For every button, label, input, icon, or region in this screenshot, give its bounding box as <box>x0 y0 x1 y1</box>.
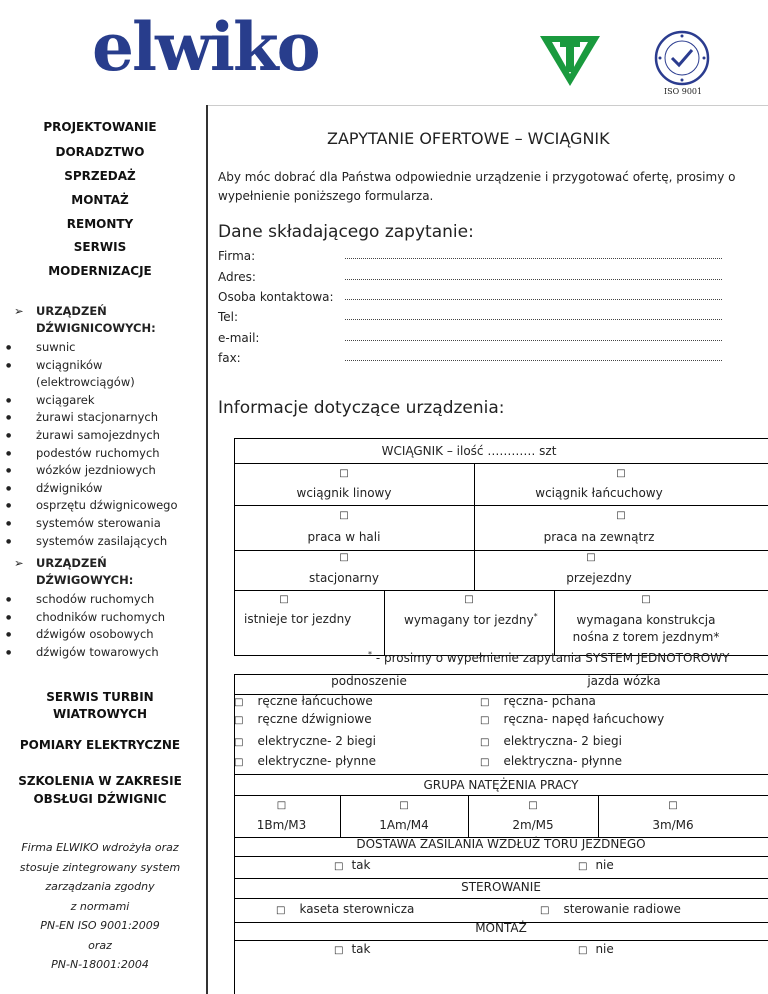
checkbox-construction[interactable]: □ <box>641 594 651 605</box>
list-item: ● wciągarek <box>14 392 204 410</box>
label-duty-m6: 3m/M6 <box>652 818 694 832</box>
label-rope: wciągnik linowy <box>296 486 392 500</box>
checkbox-rope[interactable]: □ <box>339 468 349 479</box>
checkbox-track-exists[interactable]: □ <box>279 594 289 605</box>
label-duty-m5: 2m/M5 <box>512 818 554 832</box>
option-lift-3[interactable] <box>234 734 376 748</box>
label-indoor: praca w hali <box>307 530 381 544</box>
extra-szkolenia <box>0 772 200 808</box>
extra-line: SZKOLENIA W ZAKRESIE <box>18 774 182 788</box>
field-label: Tel: <box>218 310 239 324</box>
field-label: fax: <box>218 351 241 365</box>
checkbox-duty-m4[interactable]: □ <box>399 800 409 811</box>
note-line: PN-N-18001:2004 <box>51 958 149 971</box>
section-heading <box>14 555 204 589</box>
elwiko-logo: elwiko <box>92 8 319 86</box>
certification-note <box>10 838 190 975</box>
option-label: nie <box>595 858 614 872</box>
device-form <box>234 438 768 994</box>
option-label: ręczne łańcuchowe <box>257 694 373 708</box>
section-title-line2: DŹWIGOWYCH: <box>36 573 134 587</box>
note-line: PN-EN ISO 9001:2009 <box>40 919 160 932</box>
label-lifting: podnoszenie <box>331 674 407 688</box>
section-heading <box>14 303 204 337</box>
option-label: elektryczne- 2 biegi <box>257 734 377 748</box>
list-item: ● żurawi stacjonarnych <box>14 409 204 427</box>
checkbox[interactable]: □ <box>480 715 490 726</box>
checkbox[interactable]: □ <box>540 905 550 916</box>
option-label: tak <box>351 942 371 956</box>
field-label: Osoba kontaktowa: <box>218 290 334 304</box>
note-text: - prosimy o wypełnienie zapytania SYSTEM JEDNOTOROWY <box>372 651 730 665</box>
list-item: ● wciągników (elektrowciągów) <box>14 357 204 392</box>
option-label: sterowanie radiowe <box>563 902 681 916</box>
option-lift-1[interactable] <box>234 694 373 708</box>
option-label: elektryczne- płynne <box>257 754 376 768</box>
service-remonty: REMONTY <box>66 217 134 231</box>
service-sprzedaz: SPRZEDAŻ <box>64 169 136 183</box>
certification-seal-icon <box>654 30 710 86</box>
option-pendant[interactable] <box>276 902 414 916</box>
service-montaz: MONTAŻ <box>71 193 129 207</box>
label-track-exists: istnieje tor jezdny <box>244 612 352 626</box>
arrow-bullet-icon: ➢ <box>14 556 24 570</box>
service-modernizacje: MODERNIZACJE <box>48 264 152 278</box>
checkbox-track-required[interactable]: □ <box>464 594 474 605</box>
checkbox-chain[interactable]: □ <box>616 468 626 479</box>
checkbox[interactable]: □ <box>334 945 344 956</box>
list-item: ● osprzętu dźwignicowego <box>14 497 204 515</box>
service-doradztwo: DORADZTWO <box>55 145 145 159</box>
note-line: stosuje zintegrowany system <box>19 860 181 874</box>
section-device-heading: Informacje dotyczące urządzenia: <box>218 398 505 418</box>
checkbox[interactable]: □ <box>480 697 490 708</box>
field-dotted-line[interactable] <box>345 318 722 320</box>
field-dotted-line[interactable] <box>345 339 722 341</box>
section-applicant-heading: Dane składającego zapytanie: <box>218 222 474 242</box>
note-line: Firma ELWIKO wdrożyła oraz <box>21 841 179 854</box>
checkbox-traveling[interactable]: □ <box>586 552 596 563</box>
sidebar-section-dzwigi <box>14 555 204 661</box>
checkbox[interactable]: □ <box>234 715 244 726</box>
footnote-note <box>368 650 729 665</box>
checkbox-duty-m3[interactable]: □ <box>276 800 287 811</box>
checkbox[interactable]: □ <box>480 757 490 768</box>
option-label: ręczne dźwigniowe <box>257 712 372 726</box>
checkbox[interactable]: □ <box>276 905 286 916</box>
field-label: e-mail: <box>218 331 260 345</box>
sidebar-section-dzwignice <box>14 303 204 550</box>
list-item: ● dźwigów osobowych <box>14 626 204 644</box>
label-track-required <box>404 612 538 627</box>
extra-line: SERWIS TURBIN <box>46 690 154 704</box>
option-power-yes[interactable] <box>334 858 370 872</box>
note-line: z normami <box>70 899 130 913</box>
checkbox[interactable]: □ <box>234 737 244 748</box>
option-label: nie <box>595 942 614 956</box>
option-trolley-3[interactable] <box>480 734 622 748</box>
checkbox[interactable]: □ <box>334 861 344 872</box>
arrow-bullet-icon: ➢ <box>14 304 24 318</box>
label-chain: wciągnik łańcuchowy <box>535 486 663 500</box>
option-label: ręczna- napęd łańcuchowy <box>503 712 665 726</box>
label-trolley: jazda wózka <box>587 674 661 688</box>
option-lift-2[interactable] <box>234 712 372 726</box>
section-title-line2: DŹWIGNICOWYCH: <box>36 321 156 335</box>
mounting-heading: MONTAŻ <box>475 921 527 935</box>
option-label: elektryczna- płynne <box>503 754 622 768</box>
field-dotted-line[interactable] <box>345 359 722 361</box>
list-item: ● systemów sterowania <box>14 515 204 533</box>
option-mounting-no[interactable] <box>578 942 614 956</box>
udt-logo <box>538 32 602 88</box>
field-tel[interactable] <box>218 310 722 330</box>
option-label: ręczna- pchana <box>503 694 596 708</box>
list-item: ● schodów ruchomych <box>14 591 204 609</box>
label-text: wymagana konstrukcja <box>576 613 716 627</box>
option-lift-4[interactable] <box>234 754 376 768</box>
service-projektowanie: PROJEKTOWANIE <box>43 120 157 134</box>
label-outdoor: praca na zewnątrz <box>543 530 655 544</box>
list-item: ● chodników ruchomych <box>14 609 204 627</box>
column-divider <box>206 105 208 994</box>
label-text: wymagany tor jezdny <box>404 613 534 627</box>
checkbox-duty-m5[interactable]: □ <box>528 800 538 811</box>
list-item: ● systemów zasilających <box>14 533 204 551</box>
extra-pomiary: POMIARY ELEKTRYCZNE <box>19 738 181 752</box>
list-item: ● dźwigników <box>14 480 204 498</box>
wciagnik-quantity-header: WCIĄGNIK – ilość ………… szt <box>381 444 557 458</box>
footnote-marker: * <box>533 612 538 621</box>
label-traveling: przejezdny <box>566 571 632 585</box>
extra-line: OBSŁUGI DŹWIGNIC <box>33 792 167 806</box>
option-trolley-2[interactable] <box>480 712 664 726</box>
option-trolley-4[interactable] <box>480 754 622 768</box>
service-serwis: SERWIS <box>73 240 127 254</box>
checkbox[interactable]: □ <box>480 737 490 748</box>
field-email[interactable] <box>218 331 722 351</box>
field-firma[interactable] <box>218 249 722 269</box>
list-item: ● wózków jezdniowych <box>14 462 204 480</box>
page-title: ZAPYTANIE OFERTOWE – WCIĄGNIK <box>327 129 610 148</box>
extra-line: WIATROWYCH <box>52 707 148 721</box>
checkbox-stationary[interactable]: □ <box>339 552 349 563</box>
option-mounting-yes[interactable] <box>334 942 370 956</box>
list-item: ● żurawi samojezdnych <box>14 427 204 445</box>
list-item: ● podestów ruchomych <box>14 445 204 463</box>
list-item: ● suwnic <box>14 339 204 357</box>
note-line: zarządzania zgodny <box>45 880 155 893</box>
field-label: Adres: <box>218 270 256 284</box>
label-stationary: stacjonarny <box>309 571 379 585</box>
note-line: oraz <box>88 938 112 952</box>
list-item: ● dźwigów towarowych <box>14 644 204 662</box>
duty-group-heading: GRUPA NATĘŻENIA PRACY <box>423 778 579 792</box>
option-label: kaseta sterownicza <box>299 902 415 916</box>
option-radio[interactable] <box>540 902 681 916</box>
field-adres[interactable] <box>218 270 722 290</box>
intro-text: Aby móc dobrać dla Państwa odpowiednie urządzenie i przygotować ofertę, prosimy o wypełnienie poniższego formularza. <box>218 170 736 203</box>
checkbox[interactable]: □ <box>234 757 244 768</box>
checkbox-outdoor[interactable]: □ <box>616 510 626 521</box>
checkbox[interactable]: □ <box>234 697 244 708</box>
label-duty-m4: 1Am/M4 <box>379 818 429 832</box>
field-dotted-line[interactable] <box>345 278 722 280</box>
iso-cert-label: ISO 9001 <box>664 87 703 96</box>
extra-serwis-turbin <box>0 689 200 723</box>
footnote-marker: * <box>368 650 372 659</box>
field-dotted-line[interactable] <box>345 298 722 300</box>
label-duty-m3: 1Bm/M3 <box>256 818 307 832</box>
option-trolley-1[interactable] <box>480 694 596 708</box>
checkbox[interactable]: □ <box>578 945 588 956</box>
section-title-line1: URZĄDZEŃ <box>36 556 107 570</box>
control-heading: STEROWANIE <box>461 880 541 894</box>
field-label: Firma: <box>218 249 256 263</box>
option-label: elektryczna- 2 biegi <box>503 734 622 748</box>
label-construction <box>554 612 738 646</box>
checkbox[interactable]: □ <box>578 861 588 872</box>
field-dotted-line[interactable] <box>345 257 722 259</box>
option-label: tak <box>351 858 371 872</box>
label-text: nośna z torem jezdnym* <box>572 630 720 644</box>
field-fax[interactable] <box>218 351 722 371</box>
power-supply-heading: DOSTAWA ZASILANIA WZDŁUŻ TORU JEZDNEGO <box>356 837 646 851</box>
checkbox-indoor[interactable]: □ <box>339 510 349 521</box>
option-power-no[interactable] <box>578 858 614 872</box>
section-title-line1: URZĄDZEŃ <box>36 304 107 318</box>
field-osoba[interactable] <box>218 290 722 310</box>
header-divider <box>206 105 768 106</box>
checkbox-duty-m6[interactable]: □ <box>668 800 678 811</box>
